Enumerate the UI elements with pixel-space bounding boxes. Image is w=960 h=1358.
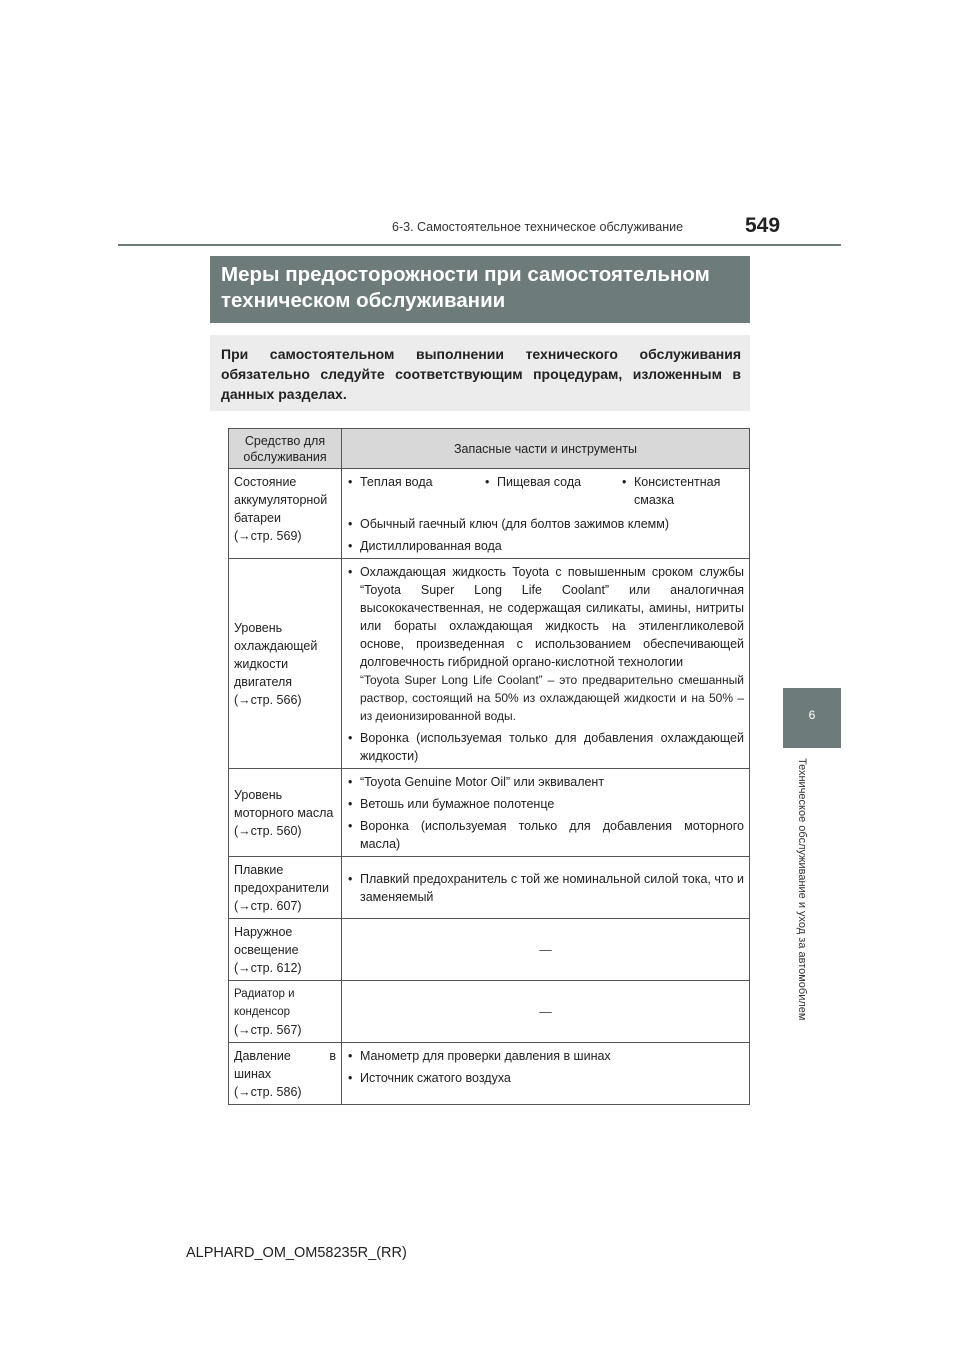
list-item: • Теплая вода bbox=[347, 473, 484, 509]
list-item: • “Toyota Genuine Motor Oil” или эквивалент bbox=[347, 773, 744, 791]
parts-cell-empty: — bbox=[342, 981, 750, 1043]
table-row bbox=[229, 981, 750, 1043]
item-cell bbox=[229, 469, 342, 559]
chapter-number: 6 bbox=[808, 708, 816, 722]
title-banner bbox=[210, 256, 750, 323]
item-name: Наружное освещение bbox=[234, 925, 299, 957]
item-cell bbox=[229, 919, 342, 981]
item-name: Плавкие предохранители bbox=[234, 863, 329, 895]
item-cell bbox=[229, 1043, 342, 1105]
parts-cell bbox=[342, 857, 750, 919]
page-reference[interactable]: (→стр. 569) bbox=[234, 529, 302, 543]
list-item: • Воронка (используемая только для добавления охлаждающей жидкости) bbox=[347, 729, 744, 765]
table-row bbox=[229, 469, 750, 559]
item-name: Состояние аккумуляторной батареи bbox=[234, 475, 328, 525]
list-item-note: “Toyota Super Long Life Coolant” – это предварительно смешанный раствор, состоящий на 50% из охлаждающей жидкости и на 50% – из деионизированной воды. bbox=[360, 673, 744, 723]
list-item bbox=[347, 563, 744, 725]
header-cell-parts: Запасные части и инструменты bbox=[342, 429, 750, 469]
list-item: • Воронка (используемая только для добавления моторного масла) bbox=[347, 817, 744, 853]
parts-cell bbox=[342, 769, 750, 857]
intro-text: При самостоятельном выполнении технического обслуживания обязательно следуйте соответствующим процедурам, изложенным в данных разделах. bbox=[221, 346, 741, 402]
intro-box bbox=[210, 335, 750, 411]
table-row bbox=[229, 919, 750, 981]
maintenance-table bbox=[228, 428, 750, 1105]
list-item-text: • Охлаждающая жидкость Toyota с повышенным сроком службы “Toyota Super Long Life Coolant” или аналогичная высококачественная, не содержащая силикаты, амины, нитриты или бораты охлаждающая жидкость на этиленгликолевой основе, произведенная с использованием обеспечивающей долговечность гибридной органо-кислотной технологии bbox=[360, 565, 744, 669]
parts-cell bbox=[342, 559, 750, 769]
item-cell bbox=[229, 857, 342, 919]
page-reference[interactable]: (→стр. 567) bbox=[234, 1023, 302, 1037]
item-cell bbox=[229, 559, 342, 769]
list-item: • Источник сжатого воздуха bbox=[347, 1069, 744, 1087]
list-item: • Пищевая сода bbox=[484, 473, 621, 509]
item-name: Радиатор и конденсор bbox=[234, 988, 295, 1018]
list-item: • Дистиллированная вода bbox=[347, 537, 744, 555]
page-reference[interactable]: (→стр. 612) bbox=[234, 961, 302, 975]
list-item: • Плавкий предохранитель с той же номинальной силой тока, что и заменяемый bbox=[347, 870, 744, 906]
page-reference[interactable]: (→стр. 607) bbox=[234, 899, 302, 913]
list-item: • Консистентная смазка bbox=[621, 473, 744, 509]
table-row bbox=[229, 559, 750, 769]
header-cell-item: Средство для обслуживания bbox=[229, 429, 342, 469]
header-divider bbox=[118, 244, 841, 246]
table-row bbox=[229, 857, 750, 919]
item-name: Давление в шинах bbox=[234, 1049, 336, 1081]
list-item: • Ветошь или бумажное полотенце bbox=[347, 795, 744, 813]
parts-cell bbox=[342, 1043, 750, 1105]
chapter-tab[interactable] bbox=[783, 688, 841, 748]
item-name: Уровень охлаждающей жидкости двигателя bbox=[234, 621, 318, 689]
list-item: • Обычный гаечный ключ (для болтов зажимов клемм) bbox=[347, 515, 744, 533]
page-reference[interactable]: (→стр. 586) bbox=[234, 1085, 302, 1099]
item-cell bbox=[229, 981, 342, 1043]
page-number: 549 bbox=[745, 214, 781, 237]
table-row bbox=[229, 769, 750, 857]
table-row bbox=[229, 1043, 750, 1105]
section-title: 6-3. Самостоятельное техническое обслуживание bbox=[392, 220, 684, 234]
table-header-row bbox=[229, 429, 750, 469]
list-item: • Манометр для проверки давления в шинах bbox=[347, 1047, 744, 1065]
document-code: ALPHARD_OM_OM58235R_(RR) bbox=[186, 1245, 407, 1261]
page-title: Меры предосторожности при самостоятельном техническом обслуживании bbox=[221, 263, 710, 312]
item-cell bbox=[229, 769, 342, 857]
page-reference[interactable]: (→стр. 566) bbox=[234, 693, 302, 707]
item-name: Уровень моторного масла bbox=[234, 788, 334, 820]
chapter-tab-label: Техническое обслуживание и уход за автомобилем bbox=[796, 758, 808, 1021]
page-reference[interactable]: (→стр. 560) bbox=[234, 824, 302, 838]
parts-cell bbox=[342, 469, 750, 559]
parts-cell-empty: — bbox=[342, 919, 750, 981]
